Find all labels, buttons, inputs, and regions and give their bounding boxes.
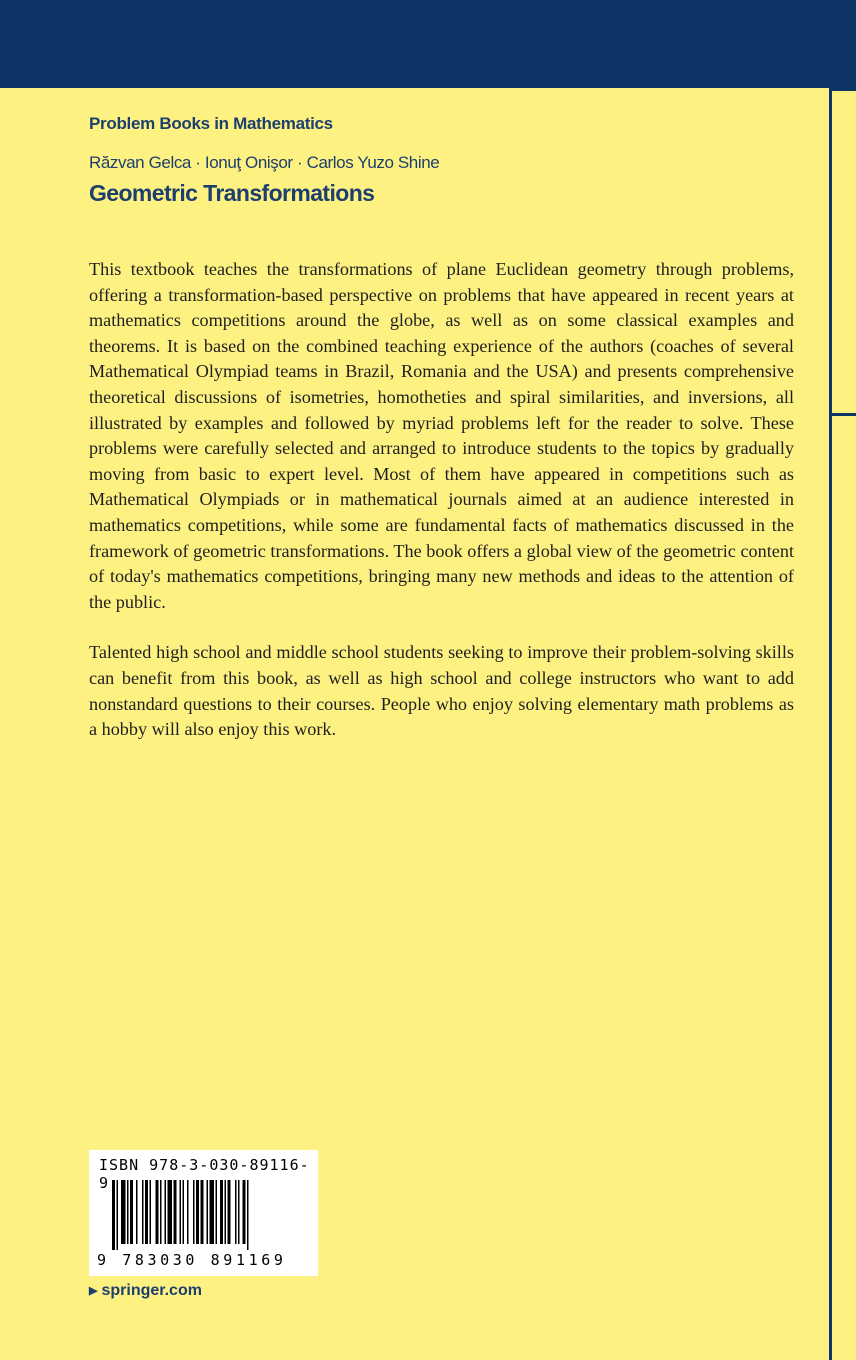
description-paragraph-2: Talented high school and middle school students seeking to improve their problem-solving skills can benefit from this book, as well as high school and college instructors who want to add nonstandard questions to their courses. People who enjoy solving elementary math problems as a hobby will also enjoy this work. xyxy=(89,642,794,740)
barcode-bar xyxy=(168,1180,173,1244)
barcode-bar xyxy=(235,1180,237,1244)
barcode-bar xyxy=(210,1180,215,1244)
book-title: Geometric Transformations xyxy=(89,180,375,206)
barcode-bar xyxy=(112,1180,115,1250)
barcode-bar xyxy=(142,1180,144,1244)
spine-tick-middle xyxy=(832,413,856,416)
barcode-bar xyxy=(201,1180,204,1244)
barcode-bar xyxy=(130,1180,133,1244)
description xyxy=(89,257,794,768)
barcode-bar xyxy=(160,1180,162,1244)
series-title: Problem Books in Mathematics xyxy=(89,114,333,133)
barcode-bar xyxy=(196,1180,199,1244)
barcode-bar xyxy=(165,1180,167,1244)
barcode-bar xyxy=(121,1180,126,1244)
barcode-bar xyxy=(150,1180,152,1244)
publisher-link[interactable] xyxy=(89,1282,202,1300)
description-paragraph-1: This textbook teaches the transformations of plane Euclidean geometry through problems, offering a transformation-based perspective on problems that have appeared in recent years at mathematics competitions around the globe, as well as on some classical examples and theorems. It is based on the combined teaching experience of the authors (coaches of several Mathematical Olympiad teams in Brazil, Romania and the USA) and presents comprehensive theoretical discussions of isometries, homotheties and spiral similarities, and inversions, all illustrated by examples and followed by myriad problems left for the reader to solve. These problems were carefully selected and arranged to introduce students to the topics by gradually moving from basic to expert level. Most of them have appeared in competitions such as Mathematical Olympiads or in mathematical journals aimed at an audience interested in mathematics competitions, while some are fundamental facts of mathematics discussed in the framework of geometric transformations. The book offers a global view of the geometric content of today's mathematics competitions, bringing many new methods and ideas to the attention of the public. xyxy=(89,259,794,612)
barcode-icon xyxy=(112,1180,298,1250)
barcode-bar xyxy=(127,1180,129,1244)
top-color-band xyxy=(0,0,856,88)
ean-digits: 9 783030 891169 xyxy=(97,1251,287,1269)
barcode-bar xyxy=(193,1180,195,1244)
barcode-bar xyxy=(187,1180,189,1244)
barcode-bar xyxy=(207,1180,209,1244)
isbn-label: ISBN 978-3-030-89116-9 xyxy=(99,1156,310,1192)
barcode-bar xyxy=(238,1180,240,1244)
barcode-bar xyxy=(156,1180,159,1244)
barcode-bar xyxy=(228,1180,231,1244)
authors: Răzvan Gelca · Ionuţ Onişor · Carlos Yuzo Shine xyxy=(89,153,440,172)
barcode-bar xyxy=(117,1180,119,1250)
barcode-bar xyxy=(180,1180,182,1244)
barcode-bar xyxy=(174,1180,177,1244)
barcode-bar xyxy=(183,1180,185,1244)
spine-line xyxy=(829,88,832,1360)
barcode-bar xyxy=(145,1180,148,1244)
barcode-bar xyxy=(136,1180,138,1244)
barcode-bar xyxy=(216,1180,218,1244)
spine-tick-top xyxy=(832,88,856,91)
barcode-bar xyxy=(243,1180,246,1244)
barcode-bar xyxy=(247,1180,249,1250)
barcode-box xyxy=(89,1150,318,1276)
publisher-link-label: springer.com xyxy=(101,1282,202,1299)
arrow-right-icon: ▶ xyxy=(89,1285,98,1297)
barcode-bar xyxy=(220,1180,223,1244)
barcode-bar xyxy=(225,1180,227,1244)
